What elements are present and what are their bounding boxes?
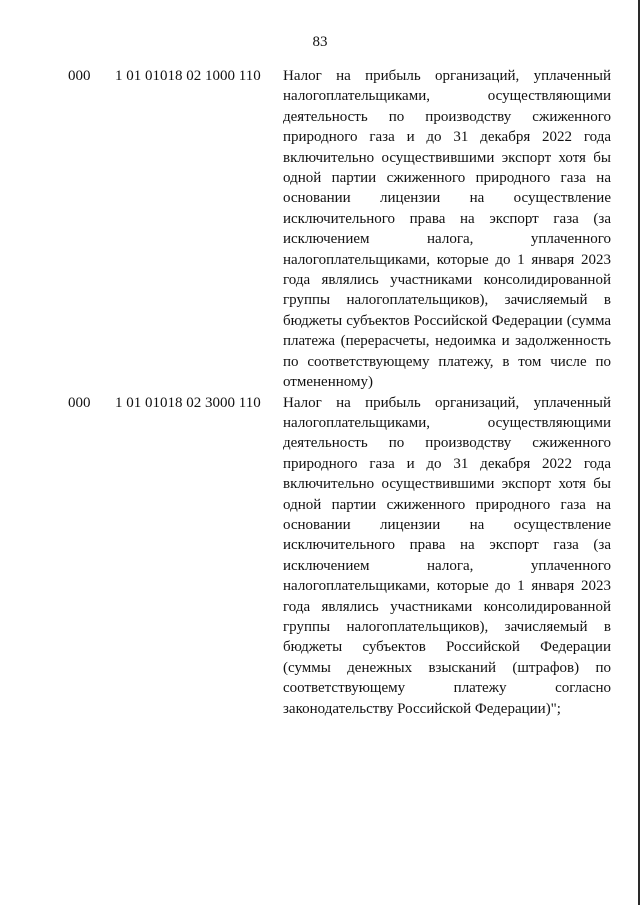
admin-code: 000 [68, 68, 91, 84]
code-description: Налог на прибыль организаций, уплаченный налогоплательщиками, осуществляющими деятельность по производству сжиженного природного газа и до 31 декабря 2022 года включительно осуществившими экспорт хотя бы одной партии сжиженного природного газа на основании лицензии на осуществление исключительного права на экспорт газа (за исключением налога, уплаченного налогоплательщиками, которые до 1 января 2023 года являлись участниками консолидированной группы налогоплательщиков), зачисляемый в бюджеты субъектов Российской Федерации (сумма платежа (перерасчеты, недоимка и задолженность по соответствующему платежу, в том числе по отмененному) [283, 68, 611, 391]
page-number: 83 [312, 34, 328, 50]
budget-classification-code: 1 01 01018 02 3000 110 [115, 394, 261, 411]
budget-classification-code: 1 01 01018 02 1000 110 [115, 68, 261, 84]
admin-code: 000 [68, 394, 91, 411]
code-description: Налог на прибыль организаций, уплаченный налогоплательщиками, осуществляющими деятельность по производству сжиженного природного газа и до 31 декабря 2022 года включительно осуществившими экспорт хотя бы одной партии сжиженного природного газа на основании лицензии на осуществление исключительного права на экспорт газа (за исключением налога, уплаченного налогоплательщиками, которые до 1 января 2023 года являлись участниками консолидированной группы налогоплательщиков), зачисляемый в бюджеты субъектов Российской Федерации (суммы денежных взысканий (штрафов) по соответствующему платежу согласно законодательству Российской Федерации)"; [283, 394, 611, 717]
table-row [0, 66, 640, 393]
code-table [0, 66, 640, 719]
table-row [0, 393, 640, 720]
